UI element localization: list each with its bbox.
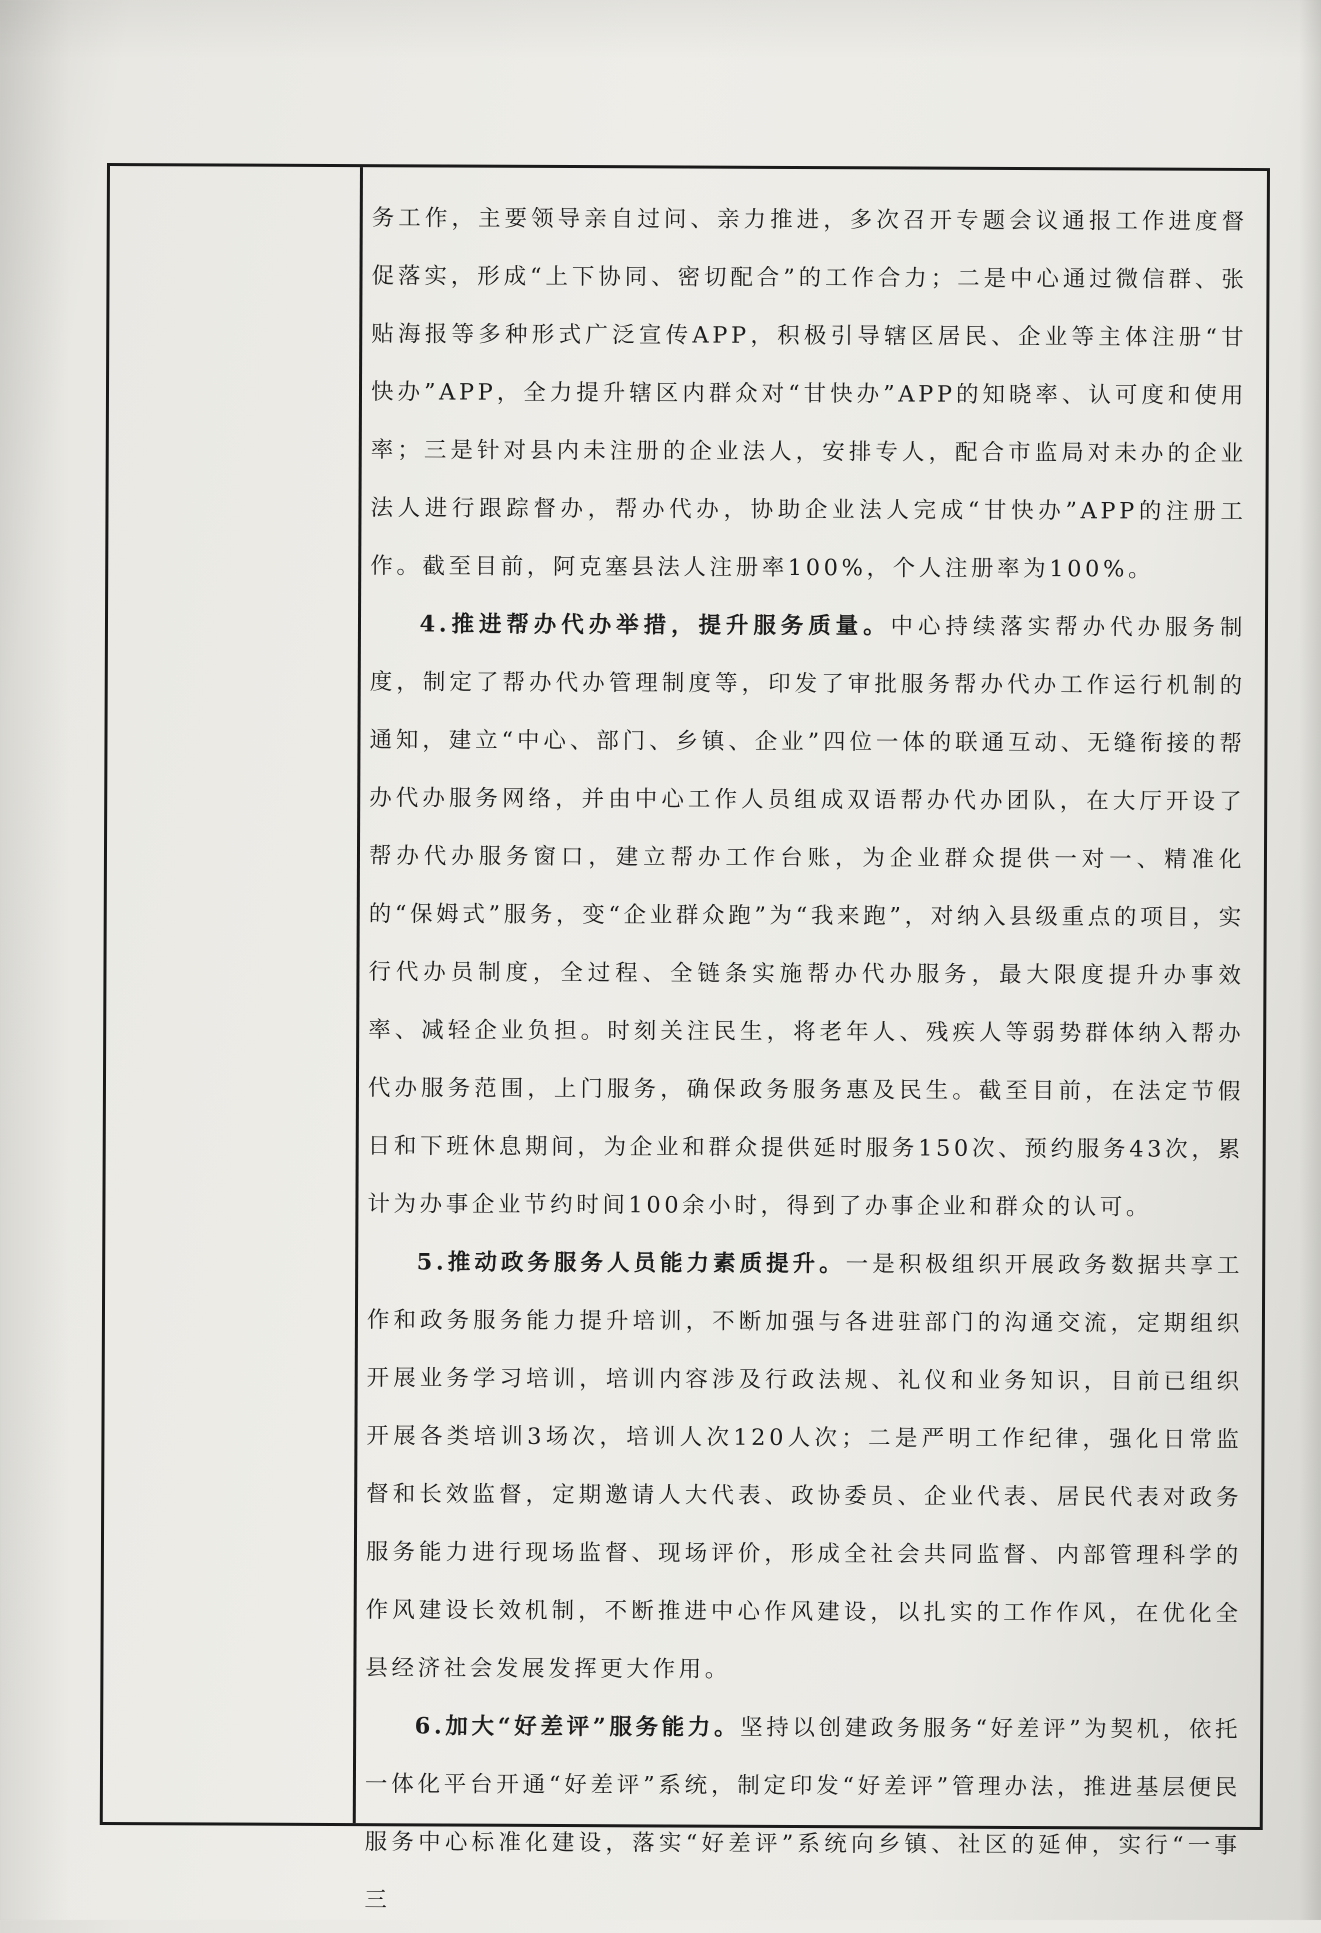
page-binding-shadow xyxy=(0,0,70,1920)
paragraph-heading: 6.加大“好差评”服务能力。 xyxy=(414,1713,741,1741)
paragraph-heading: 4.推进帮办代办举措，提升服务质量。 xyxy=(419,611,891,640)
document-table xyxy=(100,163,1270,1914)
table-content-cell xyxy=(364,189,1248,1914)
paragraph-text: 务工作，主要领导亲自过问、亲力推进，多次召开专题会议通报工作进度督促落实，形成“上下协同、密切配合”的工作合力；二是中心通过微信群、张贴海报等多种形式广泛宣传APP，积极引导辖区居民、企业等主体注册“甘快办”APP，全力提升辖区内群众对“甘快办”APP的知晓率、认可度和使用率；三是针对县内未注册的企业法人，安排专人，配合市监局对未办的企业法人进行跟踪督办，帮办代办，协助企业法人完成“甘快办”APP的注册工作。截至目前，阿克塞县法人注册率100%，个人注册率为100%。 xyxy=(370,205,1248,583)
paragraph-item-5 xyxy=(365,1233,1243,1701)
paragraph-text: 中心持续落实帮办代办服务制度，制定了帮办代办管理制度等，印发了审批服务帮办代办工作运行机制的通知，建立“中心、部门、乡镇、企业”四位一体的联通互动、无缝衔接的帮办代办服务网络，并由中心工作人员组成双语帮办代办团队，在大厅开设了帮办代办服务窗口，建立帮办工作台账，为企业群众提供一对一、精准化的“保姆式”服务，变“企业群众跑”为“我来跑”，对纳入县级重点的项目，实行代办员制度，全过程、全链条实施帮办代办服务，最大限度提升办事效率、减轻企业负担。时刻关注民生，将老年人、残疾人等弱势群体纳入帮办代办服务范围，上门服务，确保政务服务惠及民生。截至目前，在法定节假日和下班休息期间，为企业和群众提供延时服务150次、预约服务43次，累计为办事企业节约时间100余小时，得到了办事企业和群众的认可。 xyxy=(367,613,1247,1221)
paragraph-heading: 5.推动政务服务人员能力素质提升。 xyxy=(416,1249,846,1278)
paragraph-continuation xyxy=(370,189,1248,599)
page-top-shade xyxy=(0,0,1321,60)
page-right-edge xyxy=(1299,0,1321,1920)
paragraph-item-6 xyxy=(364,1697,1241,1933)
paragraph-text: 坚持以创建政务服务“好差评”为契机，依托一体化平台开通“好差评”系统，制定印发“好差评”管理办法，推进基层便民服务中心标准化建设，落实“好差评”系统向乡镇、社区的延伸，实行“一事三 xyxy=(364,1714,1242,1914)
paragraph-text: 一是积极组织开展政务数据共享工作和政务服务能力提升培训，不断加强与各进驻部门的沟通交流，定期组织开展业务学习培训，培训内容涉及行政法规、礼仪和业务知识，目前已组织开展各类培训3场次，培训人次120人次；二是严明工作纪律，强化日常监督和长效监督，定期邀请人大代表、政协委员、企业代表、居民代表对政务服务能力进行现场监督、现场评价，形成全社会共同监督、内部管理科学的作风建设长效机制，不断推进中心作风建设，以扎实的工作作风，在优化全县经济社会发展发挥更大作用。 xyxy=(365,1251,1244,1683)
paragraph-item-4 xyxy=(367,595,1246,1237)
table-left-column xyxy=(103,166,363,1823)
